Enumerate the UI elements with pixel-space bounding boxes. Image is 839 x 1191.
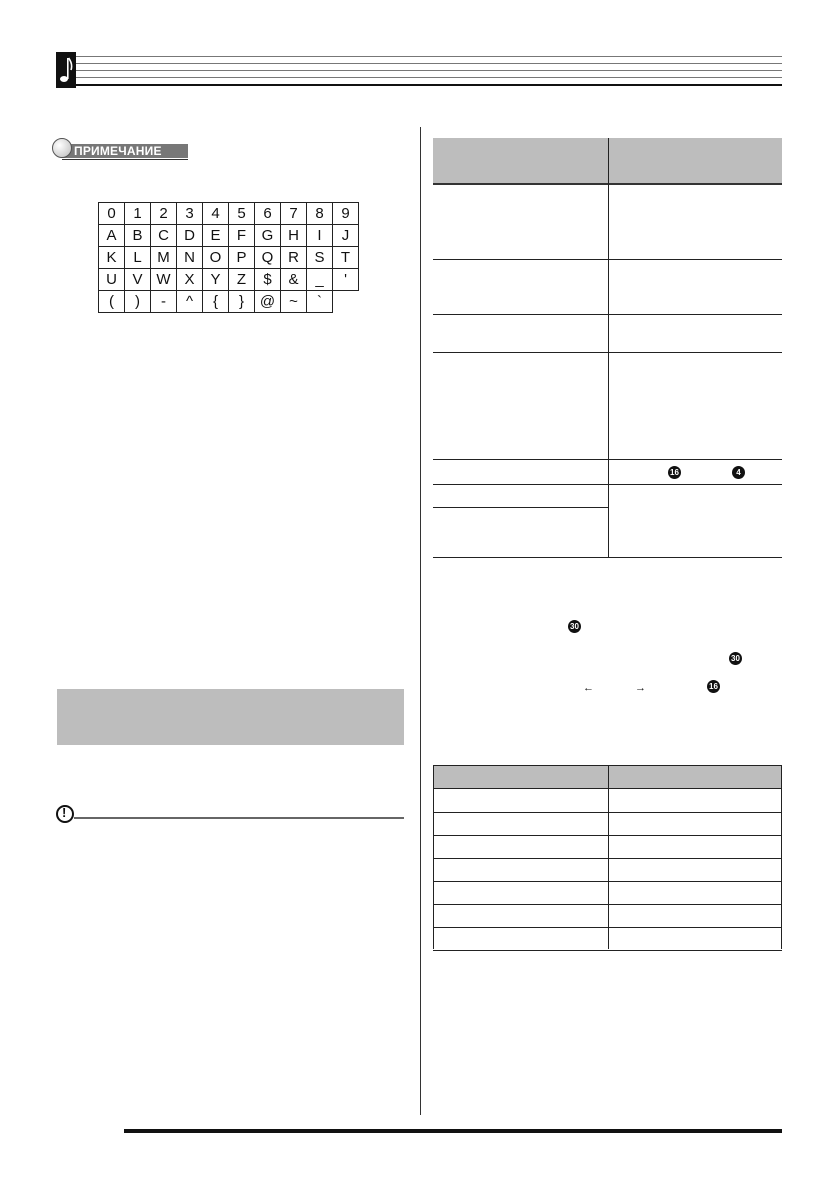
char-cell: W	[151, 269, 177, 291]
char-cell: 9	[333, 203, 359, 225]
char-cell: }	[229, 291, 255, 313]
empty-cell	[333, 291, 359, 313]
char-cell: 2	[151, 203, 177, 225]
char-cell: )	[125, 291, 151, 313]
char-cell: 3	[177, 203, 203, 225]
char-cell: V	[125, 269, 151, 291]
footer-rule	[124, 1129, 782, 1133]
char-cell: C	[151, 225, 177, 247]
marker-16: 16	[668, 466, 681, 479]
char-cell: Q	[255, 247, 281, 269]
magnifier-icon	[52, 138, 72, 158]
char-cell: 5	[229, 203, 255, 225]
arrow-left-icon: ←	[583, 682, 594, 694]
arrow-right-icon: →	[635, 682, 646, 694]
char-cell: S	[307, 247, 333, 269]
char-cell: O	[203, 247, 229, 269]
char-cell: F	[229, 225, 255, 247]
char-cell: A	[99, 225, 125, 247]
char-cell: 8	[307, 203, 333, 225]
char-cell: ~	[281, 291, 307, 313]
char-cell: '	[333, 269, 359, 291]
char-cell: X	[177, 269, 203, 291]
char-cell: @	[255, 291, 281, 313]
char-cell: K	[99, 247, 125, 269]
char-cell: R	[281, 247, 307, 269]
char-cell: N	[177, 247, 203, 269]
char-cell: D	[177, 225, 203, 247]
char-cell: L	[125, 247, 151, 269]
char-cell: _	[307, 269, 333, 291]
marker-30: 30	[729, 652, 742, 665]
char-cell: 7	[281, 203, 307, 225]
char-cell: 1	[125, 203, 151, 225]
char-cell: {	[203, 291, 229, 313]
section-heading-bar	[57, 689, 404, 745]
marker-4: 4	[732, 466, 745, 479]
char-cell: (	[99, 291, 125, 313]
marker-16: 16	[707, 680, 720, 693]
table-row	[433, 485, 608, 508]
marker-30: 30	[568, 620, 581, 633]
char-cell: P	[229, 247, 255, 269]
char-cell: ^	[177, 291, 203, 313]
char-cell: Y	[203, 269, 229, 291]
music-note-icon	[56, 52, 76, 88]
char-row	[99, 247, 359, 269]
char-row	[99, 225, 359, 247]
char-cell: 0	[99, 203, 125, 225]
important-rule	[74, 817, 404, 819]
char-cell: I	[307, 225, 333, 247]
column-divider	[420, 127, 421, 1115]
char-row	[99, 203, 359, 225]
char-row	[99, 269, 359, 291]
char-cell: J	[333, 225, 359, 247]
char-cell: U	[99, 269, 125, 291]
char-cell: &	[281, 269, 307, 291]
note-label: ПРИМЕЧАНИЕ	[74, 144, 162, 158]
char-cell: M	[151, 247, 177, 269]
char-cell: 4	[203, 203, 229, 225]
char-cell: $	[255, 269, 281, 291]
char-cell: -	[151, 291, 177, 313]
char-cell: Z	[229, 269, 255, 291]
char-cell: 6	[255, 203, 281, 225]
character-table	[98, 202, 359, 313]
char-cell: `	[307, 291, 333, 313]
char-cell: E	[203, 225, 229, 247]
char-cell: T	[333, 247, 359, 269]
char-cell: H	[281, 225, 307, 247]
char-row	[99, 291, 359, 313]
char-cell: B	[125, 225, 151, 247]
important-icon: !	[56, 805, 74, 823]
note-badge	[52, 138, 188, 160]
char-cell: G	[255, 225, 281, 247]
music-staff-header	[72, 56, 782, 86]
